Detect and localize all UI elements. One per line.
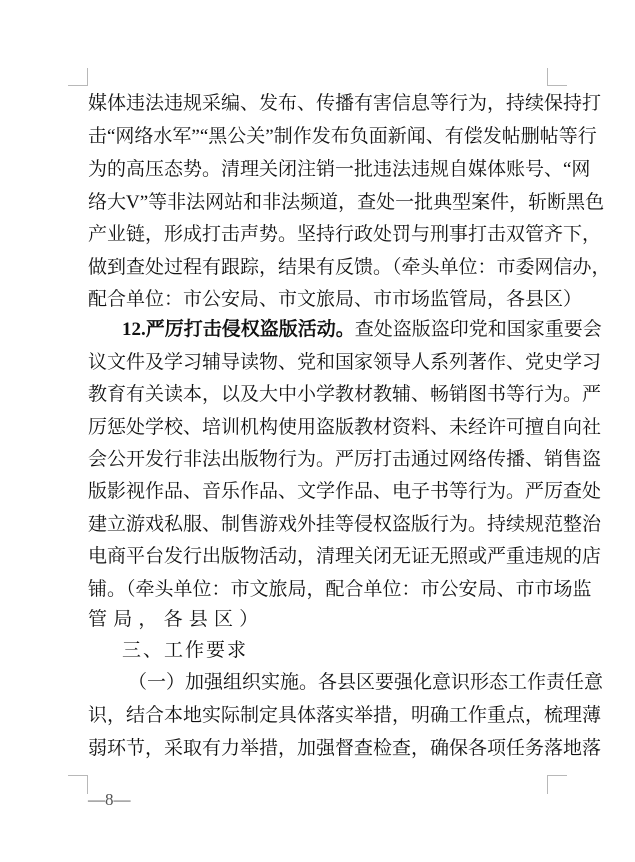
text-line: 媒体违法违规采编、发布、传播有害信息等行为，持续保持打 <box>88 93 602 114</box>
text-line <box>122 315 602 345</box>
text-line: （一）加强组织实施。各县区要强化意识形态工作责任意 <box>128 672 604 693</box>
text-line: 为的高压态势。清理关闭注销一批违法违规自媒体账号、“网 <box>88 159 591 180</box>
text-line: 建立游戏私服、制售游戏外挂等侵权盗版行为。持续规范整治 <box>88 514 602 535</box>
text-line: 电商平台发行出版物活动，清理关闭无证无照或严重违规的店 <box>88 546 602 567</box>
text-line: 识，结合本地实际制定具体落实举措，明确工作重点，梳理薄 <box>88 705 602 726</box>
section-heading: 三、工作要求 <box>122 639 249 661</box>
text-line: 络大V”等非法网站和非法频道，查处一批典型案件，斩断黑色 <box>88 192 605 213</box>
text-line: 铺。（牵头单位：市文旅局，配合单位：市公安局、市市场监 <box>88 579 592 600</box>
text-line: 教育有关读本，以及大中小学教材教辅、畅销图书等行为。严 <box>88 384 602 405</box>
text-line: 弱环节，采取有力举措，加强督查检查，确保各项任务落地落 <box>88 738 602 759</box>
text-line: 产业链，形成打击声势。坚持行政处罚与刑事打击双管齐下， <box>88 224 602 245</box>
item-title: 12.严厉打击侵权盗版活动。 <box>122 319 355 340</box>
page-number: —8— <box>88 790 131 809</box>
text-line: 配合单位：市公安局、市文旅局、市市场监管局，各县区） <box>88 289 583 310</box>
text-line: 会公开发行非法出版物行为。严厉打击通过网络传播、销售盗 <box>88 449 602 470</box>
text-line: 击“网络水军”“黑公关”制作发布负面新闻、有偿发帖删帖等行 <box>88 126 597 147</box>
text-line: 厉惩处学校、培训机构使用盗版教材资料、未经许可擅自向社 <box>88 417 602 438</box>
text-line: 管局，各县区） <box>88 609 265 630</box>
text-line: 版影视作品、音乐作品、文学作品、电子书等行为。严厉查处 <box>88 481 602 502</box>
text-line: 做到查处过程有跟踪，结果有反馈。（牵头单位：市委网信办， <box>88 257 611 278</box>
item-text: 查处盗版盗印党和国家重要会 <box>354 319 602 340</box>
text-line: 议文件及学习辅导读物、党和国家领导人系列著作、党史学习 <box>88 352 602 373</box>
